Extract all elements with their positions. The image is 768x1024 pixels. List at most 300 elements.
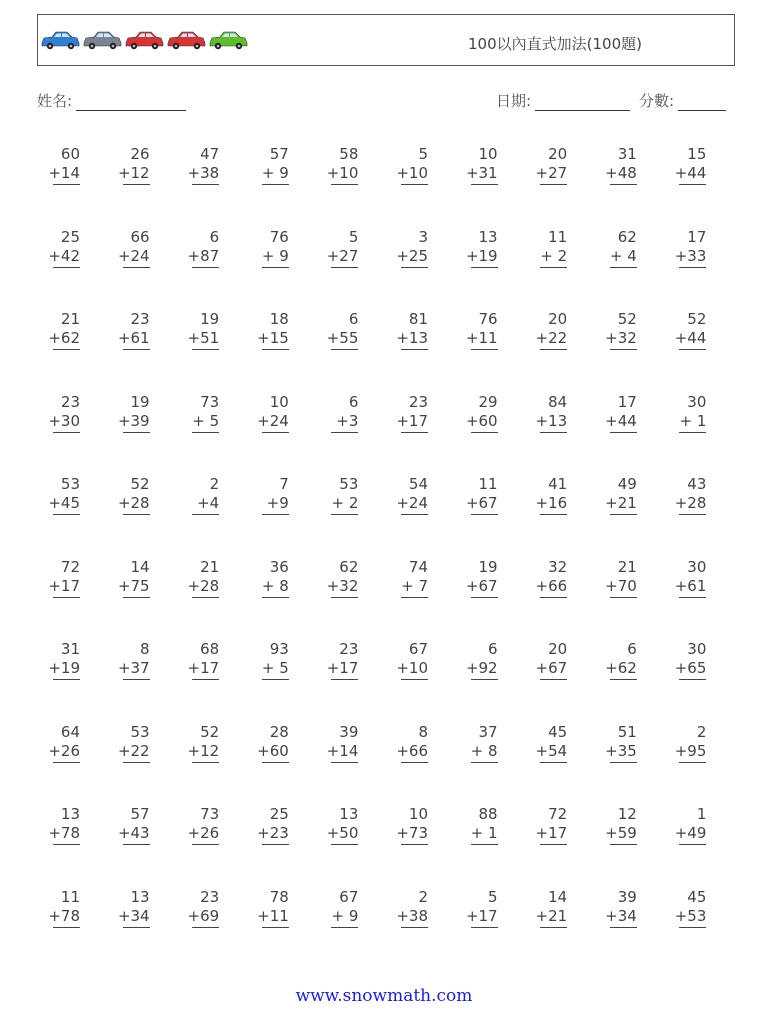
addition-problem bbox=[666, 145, 706, 185]
addend-bottom: +62 bbox=[605, 659, 637, 677]
addend-top: 76 bbox=[269, 227, 289, 246]
addition-problem bbox=[249, 310, 289, 350]
addend-bottom: +17 bbox=[187, 659, 220, 677]
answer-line[interactable] bbox=[192, 927, 219, 928]
addend-top: 5 bbox=[418, 145, 428, 163]
answer-line[interactable] bbox=[540, 432, 567, 433]
answer-line[interactable] bbox=[53, 267, 80, 268]
addend-top: 29 bbox=[478, 392, 498, 411]
addition-problem bbox=[318, 640, 358, 680]
addend-bottom: +62 bbox=[48, 329, 80, 347]
addition-problem bbox=[666, 228, 706, 268]
addend-top: 19 bbox=[478, 557, 498, 576]
answer-line[interactable] bbox=[123, 184, 150, 185]
answer-line[interactable] bbox=[540, 514, 567, 515]
answer-line[interactable] bbox=[540, 762, 567, 763]
date-blank-line[interactable] bbox=[535, 97, 630, 111]
addend-bottom: +27 bbox=[535, 164, 568, 182]
worksheet-title: 100以內直式加法(100題) bbox=[468, 35, 642, 53]
addend-bottom: +17 bbox=[465, 906, 498, 925]
addend-bottom: + 1 bbox=[470, 824, 498, 842]
answer-line[interactable] bbox=[262, 597, 289, 598]
addend-bottom: +50 bbox=[326, 824, 359, 842]
answer-line[interactable] bbox=[401, 762, 428, 763]
answer-line[interactable] bbox=[123, 514, 150, 515]
addend-bottom: +66 bbox=[535, 576, 568, 595]
answer-line[interactable] bbox=[123, 432, 150, 433]
addition-problem bbox=[110, 558, 150, 598]
addend-top: 52 bbox=[687, 310, 707, 328]
addend-bottom: + 9 bbox=[331, 906, 359, 925]
addend-top: 13 bbox=[130, 887, 150, 906]
answer-line[interactable] bbox=[679, 597, 706, 598]
addend-bottom: +9 bbox=[266, 494, 289, 512]
answer-line[interactable] bbox=[610, 844, 637, 845]
addition-problem bbox=[527, 723, 567, 763]
answer-line[interactable] bbox=[331, 844, 358, 845]
addition-problem bbox=[388, 805, 428, 845]
answer-line[interactable] bbox=[610, 762, 637, 763]
addend-bottom: +38 bbox=[187, 164, 220, 182]
footer-url[interactable]: www.snowmath.com bbox=[295, 986, 473, 1006]
answer-line[interactable] bbox=[471, 597, 498, 598]
addend-bottom: +45 bbox=[48, 494, 80, 512]
addend-bottom: +60 bbox=[257, 741, 289, 760]
answer-line[interactable] bbox=[192, 844, 219, 845]
answer-line[interactable] bbox=[262, 762, 289, 763]
addend-bottom: + 5 bbox=[192, 411, 220, 430]
answer-line[interactable] bbox=[53, 597, 80, 598]
addition-problem bbox=[527, 640, 567, 680]
addition-problem bbox=[318, 558, 358, 598]
addition-problem bbox=[40, 228, 80, 268]
addition-problem bbox=[388, 393, 428, 433]
answer-line[interactable] bbox=[53, 432, 80, 433]
addition-problem bbox=[179, 228, 219, 268]
addend-bottom: +44 bbox=[605, 411, 637, 430]
answer-line[interactable] bbox=[610, 597, 637, 598]
addend-top: 49 bbox=[617, 475, 637, 493]
answer-line[interactable] bbox=[401, 267, 428, 268]
addend-bottom: +14 bbox=[326, 741, 359, 760]
addend-top: 6 bbox=[488, 640, 498, 658]
answer-line[interactable] bbox=[123, 679, 150, 680]
addend-bottom: +10 bbox=[326, 164, 359, 182]
answer-line[interactable] bbox=[401, 844, 428, 845]
answer-line[interactable] bbox=[471, 844, 498, 845]
answer-line[interactable] bbox=[331, 184, 358, 185]
answer-line[interactable] bbox=[123, 349, 150, 350]
addend-bottom: +49 bbox=[674, 824, 707, 842]
addition-problem bbox=[388, 475, 428, 515]
addend-bottom: +24 bbox=[257, 411, 289, 430]
answer-line[interactable] bbox=[610, 514, 637, 515]
addition-problem bbox=[388, 640, 428, 680]
answer-line[interactable] bbox=[610, 927, 637, 928]
addition-problem bbox=[179, 558, 219, 598]
addition-problem bbox=[527, 310, 567, 350]
date-field bbox=[496, 90, 630, 111]
addend-top: 62 bbox=[339, 557, 359, 576]
addend-top: 57 bbox=[269, 145, 289, 163]
addend-bottom: +39 bbox=[117, 411, 150, 430]
answer-line[interactable] bbox=[53, 349, 80, 350]
addition-problem bbox=[458, 310, 498, 350]
addend-bottom: +4 bbox=[197, 494, 220, 512]
addend-bottom: +26 bbox=[48, 741, 80, 760]
addition-problem bbox=[666, 475, 706, 515]
addition-problem bbox=[40, 888, 80, 928]
addend-top: 32 bbox=[548, 557, 568, 576]
addend-bottom: +75 bbox=[117, 576, 150, 595]
addend-bottom: +23 bbox=[257, 824, 289, 842]
addend-bottom: +12 bbox=[117, 164, 150, 182]
answer-line[interactable] bbox=[262, 844, 289, 845]
addend-top: 5 bbox=[348, 227, 359, 246]
addend-bottom: +69 bbox=[187, 906, 220, 925]
addend-top: 21 bbox=[60, 310, 80, 328]
addition-problem bbox=[249, 228, 289, 268]
addend-bottom: +61 bbox=[117, 329, 150, 347]
addend-top: 81 bbox=[408, 310, 428, 328]
addition-problem bbox=[527, 558, 567, 598]
addition-problem bbox=[249, 475, 289, 515]
answer-line[interactable] bbox=[331, 679, 358, 680]
addition-problem bbox=[179, 640, 219, 680]
answer-line[interactable] bbox=[679, 514, 706, 515]
answer-line[interactable] bbox=[540, 844, 567, 845]
addend-top: 64 bbox=[60, 722, 80, 741]
addition-problem bbox=[388, 723, 428, 763]
answer-line[interactable] bbox=[471, 349, 498, 350]
answer-line[interactable] bbox=[679, 927, 706, 928]
addend-top: 39 bbox=[617, 887, 637, 906]
grey-car-icon bbox=[82, 27, 122, 51]
addend-top: 21 bbox=[617, 557, 637, 576]
answer-line[interactable] bbox=[610, 349, 637, 350]
addend-bottom: +11 bbox=[257, 906, 289, 925]
addend-top: 47 bbox=[200, 145, 220, 163]
addend-bottom: + 2 bbox=[331, 494, 359, 512]
addend-top: 10 bbox=[269, 392, 289, 411]
addition-problem bbox=[40, 805, 80, 845]
answer-line[interactable] bbox=[123, 927, 150, 928]
score-blank-line[interactable] bbox=[678, 97, 726, 111]
answer-line[interactable] bbox=[540, 927, 567, 928]
addend-top: 30 bbox=[687, 640, 707, 658]
addend-bottom: +43 bbox=[117, 824, 150, 842]
addend-bottom: +35 bbox=[605, 741, 637, 760]
answer-line[interactable] bbox=[123, 267, 150, 268]
answer-line[interactable] bbox=[53, 679, 80, 680]
answer-line[interactable] bbox=[679, 762, 706, 763]
addend-bottom: +32 bbox=[605, 329, 637, 347]
answer-line[interactable] bbox=[192, 267, 219, 268]
answer-line[interactable] bbox=[123, 844, 150, 845]
addend-bottom: +61 bbox=[674, 576, 707, 595]
addition-problem bbox=[40, 145, 80, 185]
addend-top: 12 bbox=[617, 805, 637, 823]
addend-top: 93 bbox=[269, 640, 289, 658]
answer-line[interactable] bbox=[192, 432, 219, 433]
answer-line[interactable] bbox=[540, 679, 567, 680]
answer-line[interactable] bbox=[401, 349, 428, 350]
addend-top: 36 bbox=[269, 557, 289, 576]
addend-top: 31 bbox=[617, 145, 637, 163]
answer-line[interactable] bbox=[192, 762, 219, 763]
addition-problem bbox=[388, 888, 428, 928]
addition-problem bbox=[249, 723, 289, 763]
addend-top: 60 bbox=[60, 145, 80, 163]
addend-bottom: +70 bbox=[605, 576, 637, 595]
addend-top: 62 bbox=[617, 227, 637, 246]
answer-line[interactable] bbox=[262, 432, 289, 433]
answer-line[interactable] bbox=[471, 679, 498, 680]
addition-problem bbox=[666, 805, 706, 845]
addend-bottom: +17 bbox=[326, 659, 359, 677]
addend-top: 3 bbox=[418, 227, 428, 246]
addend-bottom: +10 bbox=[396, 659, 428, 677]
addend-top: 6 bbox=[348, 310, 359, 328]
addition-problem bbox=[40, 475, 80, 515]
addend-top: 53 bbox=[130, 722, 150, 741]
addend-bottom: +13 bbox=[396, 329, 428, 347]
answer-line[interactable] bbox=[192, 679, 219, 680]
addend-top: 11 bbox=[548, 227, 568, 246]
score-field bbox=[639, 90, 726, 111]
addend-top: 13 bbox=[478, 227, 498, 246]
addend-bottom: +26 bbox=[187, 824, 220, 842]
addend-top: 21 bbox=[200, 557, 220, 576]
addition-problem bbox=[458, 475, 498, 515]
addend-top: 8 bbox=[418, 722, 428, 741]
answer-line[interactable] bbox=[401, 679, 428, 680]
answer-line[interactable] bbox=[53, 514, 80, 515]
answer-line[interactable] bbox=[192, 184, 219, 185]
addend-top: 84 bbox=[548, 392, 568, 411]
answer-line[interactable] bbox=[679, 844, 706, 845]
answer-line[interactable] bbox=[679, 267, 706, 268]
answer-line[interactable] bbox=[610, 679, 637, 680]
addition-problem bbox=[179, 723, 219, 763]
answer-line[interactable] bbox=[192, 514, 219, 515]
addend-bottom: +65 bbox=[674, 659, 707, 677]
answer-line[interactable] bbox=[262, 349, 289, 350]
addend-top: 74 bbox=[408, 557, 428, 576]
header-box bbox=[37, 14, 735, 66]
addend-bottom: +38 bbox=[396, 906, 428, 925]
addition-problem bbox=[318, 888, 358, 928]
addend-top: 23 bbox=[408, 392, 428, 411]
addition-problem bbox=[110, 145, 150, 185]
addition-problem bbox=[458, 393, 498, 433]
answer-line[interactable] bbox=[53, 184, 80, 185]
answer-line[interactable] bbox=[331, 927, 358, 928]
answer-line[interactable] bbox=[401, 514, 428, 515]
addition-problem bbox=[597, 475, 637, 515]
addition-problem bbox=[527, 393, 567, 433]
answer-line[interactable] bbox=[331, 597, 358, 598]
addend-bottom: +53 bbox=[674, 906, 707, 925]
addition-problem bbox=[40, 558, 80, 598]
addition-problem bbox=[597, 723, 637, 763]
addend-bottom: +12 bbox=[187, 741, 220, 760]
answer-line[interactable] bbox=[401, 432, 428, 433]
addend-top: 73 bbox=[200, 392, 220, 411]
addend-top: 6 bbox=[209, 227, 220, 246]
addend-top: 26 bbox=[130, 145, 150, 163]
answer-line[interactable] bbox=[262, 184, 289, 185]
addition-problem bbox=[318, 310, 358, 350]
answer-line[interactable] bbox=[679, 184, 706, 185]
answer-line[interactable] bbox=[679, 432, 706, 433]
answer-line[interactable] bbox=[262, 679, 289, 680]
addend-bottom: +15 bbox=[257, 329, 289, 347]
addend-top: 25 bbox=[269, 805, 289, 823]
answer-line[interactable] bbox=[610, 432, 637, 433]
answer-line[interactable] bbox=[123, 597, 150, 598]
addition-problem bbox=[597, 888, 637, 928]
addend-top: 67 bbox=[339, 887, 359, 906]
answer-line[interactable] bbox=[610, 184, 637, 185]
answer-line[interactable] bbox=[331, 514, 358, 515]
addend-bottom: +92 bbox=[465, 659, 498, 677]
answer-line[interactable] bbox=[471, 432, 498, 433]
addend-top: 23 bbox=[339, 640, 359, 658]
answer-line[interactable] bbox=[53, 844, 80, 845]
name-blank-line[interactable] bbox=[76, 97, 186, 111]
addend-top: 11 bbox=[60, 887, 80, 906]
answer-line[interactable] bbox=[53, 927, 80, 928]
answer-line[interactable] bbox=[540, 184, 567, 185]
answer-line[interactable] bbox=[331, 432, 358, 433]
addend-top: 23 bbox=[60, 392, 80, 411]
addend-bottom: + 9 bbox=[261, 164, 289, 182]
answer-line[interactable] bbox=[401, 927, 428, 928]
addend-top: 7 bbox=[279, 475, 289, 493]
addition-problem bbox=[318, 723, 358, 763]
addend-top: 10 bbox=[478, 145, 498, 163]
answer-line[interactable] bbox=[471, 514, 498, 515]
answer-line[interactable] bbox=[610, 267, 637, 268]
answer-line[interactable] bbox=[53, 762, 80, 763]
addition-problem bbox=[179, 393, 219, 433]
answer-line[interactable] bbox=[471, 927, 498, 928]
addend-top: 88 bbox=[478, 805, 498, 823]
answer-line[interactable] bbox=[679, 679, 706, 680]
addend-bottom: +37 bbox=[117, 659, 150, 677]
addend-top: 2 bbox=[696, 722, 707, 741]
answer-line[interactable] bbox=[331, 762, 358, 763]
answer-line[interactable] bbox=[540, 267, 567, 268]
addend-bottom: +19 bbox=[48, 659, 80, 677]
addition-problem bbox=[318, 805, 358, 845]
addition-problem bbox=[458, 723, 498, 763]
addend-bottom: +78 bbox=[48, 906, 80, 925]
name-field bbox=[37, 90, 186, 111]
addend-top: 37 bbox=[478, 722, 498, 741]
answer-line[interactable] bbox=[331, 349, 358, 350]
answer-line[interactable] bbox=[471, 762, 498, 763]
addend-bottom: +67 bbox=[465, 494, 498, 512]
green-car-icon bbox=[208, 27, 248, 51]
addend-bottom: +59 bbox=[605, 824, 637, 842]
answer-line[interactable] bbox=[192, 349, 219, 350]
addend-bottom: +32 bbox=[326, 576, 359, 595]
addition-problem bbox=[597, 310, 637, 350]
addend-bottom: +60 bbox=[465, 411, 498, 430]
addend-top: 58 bbox=[339, 145, 359, 163]
addend-top: 67 bbox=[408, 640, 428, 658]
answer-line[interactable] bbox=[123, 762, 150, 763]
addition-problem bbox=[527, 888, 567, 928]
addend-top: 51 bbox=[617, 722, 637, 741]
addend-bottom: + 5 bbox=[261, 659, 289, 677]
addition-problem bbox=[179, 145, 219, 185]
answer-line[interactable] bbox=[679, 349, 706, 350]
addition-problem bbox=[110, 640, 150, 680]
answer-line[interactable] bbox=[331, 267, 358, 268]
addend-top: 76 bbox=[478, 310, 498, 328]
addend-top: 11 bbox=[478, 475, 498, 493]
addend-bottom: +25 bbox=[396, 246, 428, 265]
addition-problem bbox=[597, 393, 637, 433]
addend-top: 31 bbox=[60, 640, 80, 658]
addend-bottom: +34 bbox=[605, 906, 637, 925]
addition-problem bbox=[318, 393, 358, 433]
addend-top: 14 bbox=[548, 887, 568, 906]
answer-line[interactable] bbox=[471, 267, 498, 268]
addition-problem bbox=[458, 228, 498, 268]
addend-top: 8 bbox=[140, 640, 150, 658]
addend-bottom: +10 bbox=[396, 164, 428, 182]
answer-line[interactable] bbox=[262, 927, 289, 928]
addend-bottom: + 2 bbox=[540, 246, 568, 265]
answer-line[interactable] bbox=[540, 349, 567, 350]
addend-bottom: +33 bbox=[674, 246, 707, 265]
addend-top: 68 bbox=[200, 640, 220, 658]
addend-bottom: +11 bbox=[465, 329, 498, 347]
addition-problem bbox=[40, 393, 80, 433]
addend-bottom: + 7 bbox=[401, 576, 428, 595]
addend-bottom: +16 bbox=[535, 494, 568, 512]
addend-top: 52 bbox=[130, 475, 150, 493]
answer-line[interactable] bbox=[471, 184, 498, 185]
addend-top: 6 bbox=[348, 392, 359, 411]
addend-top: 23 bbox=[130, 310, 150, 328]
addend-bottom: +19 bbox=[465, 246, 498, 265]
addend-top: 45 bbox=[548, 722, 568, 741]
addend-top: 2 bbox=[209, 475, 220, 493]
addend-bottom: +42 bbox=[48, 246, 80, 265]
answer-line[interactable] bbox=[192, 597, 219, 598]
addend-top: 72 bbox=[60, 557, 80, 576]
addition-problem bbox=[527, 475, 567, 515]
addend-bottom: +30 bbox=[48, 411, 80, 430]
addition-problem bbox=[40, 310, 80, 350]
addend-bottom: +13 bbox=[535, 411, 568, 430]
addition-problem bbox=[179, 805, 219, 845]
addition-problem bbox=[388, 310, 428, 350]
answer-line[interactable] bbox=[540, 597, 567, 598]
addition-problem bbox=[249, 640, 289, 680]
addend-bottom: +34 bbox=[117, 906, 150, 925]
answer-line[interactable] bbox=[401, 597, 428, 598]
answer-line[interactable] bbox=[262, 267, 289, 268]
addition-problem bbox=[249, 888, 289, 928]
answer-line[interactable] bbox=[401, 184, 428, 185]
answer-line[interactable] bbox=[262, 514, 289, 515]
